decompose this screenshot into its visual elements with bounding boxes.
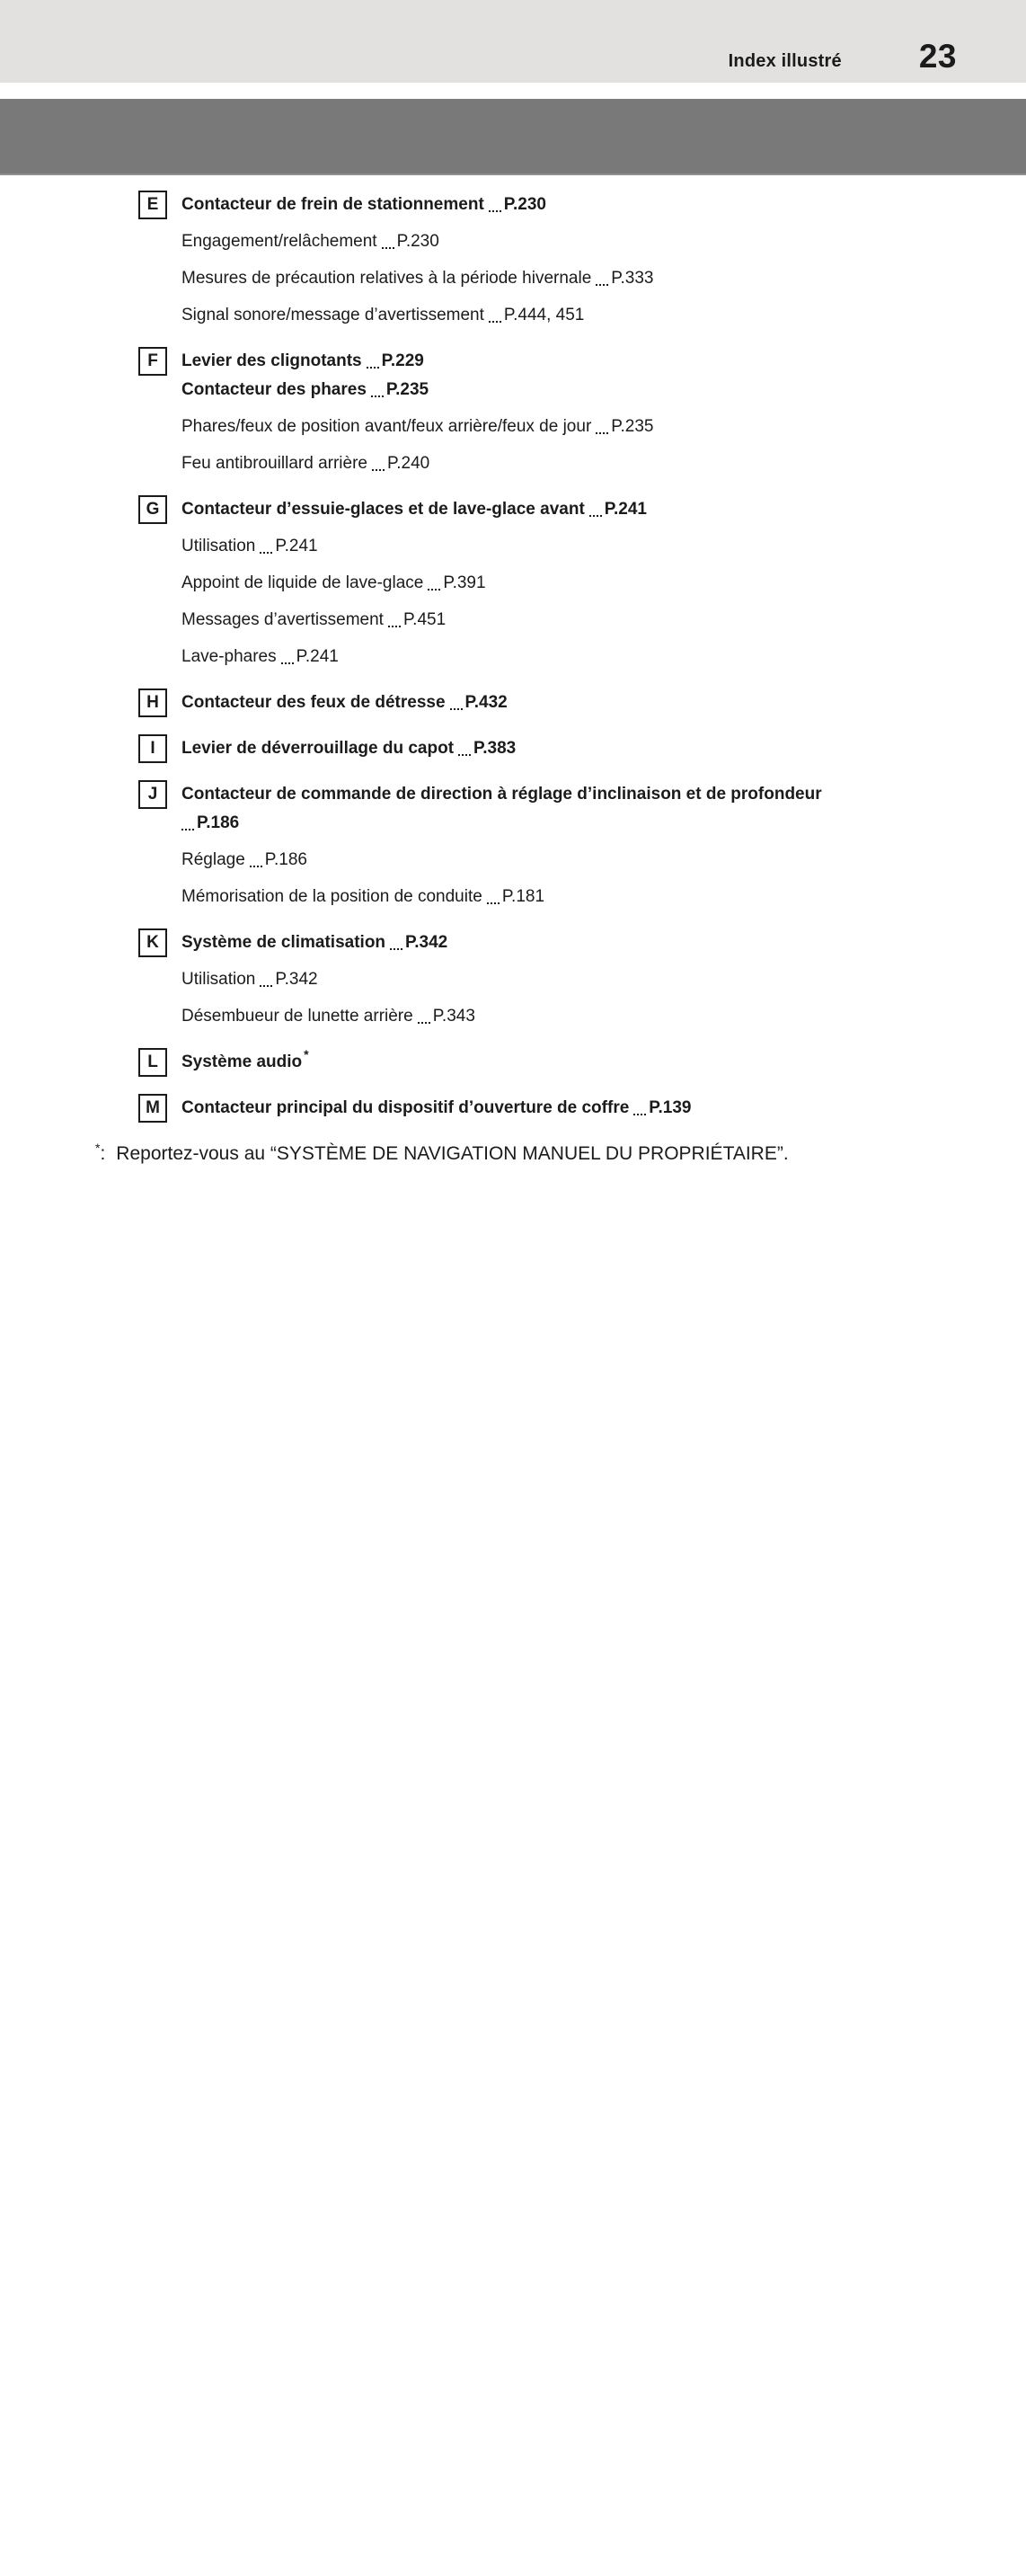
section-letter-box: F bbox=[138, 347, 167, 376]
index-entry-row bbox=[138, 878, 880, 915]
index-entry-row bbox=[138, 684, 880, 721]
index-entry-row bbox=[138, 998, 880, 1035]
dotted-leader bbox=[589, 515, 602, 517]
entry-label: Système audio bbox=[181, 1053, 303, 1071]
dotted-leader bbox=[390, 948, 402, 950]
index-entry-row bbox=[138, 601, 880, 638]
entry-label: Contacteur des feux de détresse bbox=[181, 693, 446, 712]
entry-page: P.444, 451 bbox=[503, 306, 585, 324]
entry-label: Messages d’avertissement bbox=[181, 610, 384, 629]
section-letter-box: J bbox=[138, 780, 167, 809]
entry-page: P.342 bbox=[275, 970, 318, 989]
entry-label: Phares/feux de position avant/feux arrière/feux de jour bbox=[181, 417, 592, 436]
hero-image-band bbox=[0, 99, 1026, 175]
section-letter-box: G bbox=[138, 495, 167, 524]
index-entry-row bbox=[138, 730, 880, 767]
index-entry-row bbox=[138, 223, 880, 260]
entry-page: P.186 bbox=[197, 813, 240, 832]
index-entry-row bbox=[138, 408, 880, 445]
page-header bbox=[0, 0, 1026, 83]
entry-page: P.240 bbox=[387, 454, 430, 473]
entry-page: P.230 bbox=[396, 232, 439, 251]
entry-label: Système de climatisation bbox=[181, 933, 386, 952]
index-entry-row bbox=[138, 924, 880, 961]
dotted-leader bbox=[458, 754, 471, 756]
entry-label: Contacteur d’essuie-glaces et de lave-glace avant bbox=[181, 500, 585, 519]
header-title: Index illustré bbox=[728, 51, 842, 71]
dotted-leader bbox=[489, 210, 501, 212]
dotted-leader bbox=[596, 284, 608, 286]
entry-page: P.229 bbox=[381, 351, 424, 370]
entry-page: P.333 bbox=[611, 269, 654, 288]
entry-page: P.383 bbox=[473, 739, 517, 758]
dotted-leader bbox=[596, 432, 608, 434]
dotted-leader bbox=[487, 902, 500, 904]
footnote-text: Reportez-vous au “SYSTÈME DE NAVIGATION MANUEL DU PROPRIÉTAIRE”. bbox=[116, 1143, 789, 1164]
dotted-leader bbox=[382, 247, 394, 249]
index-section bbox=[138, 186, 880, 333]
section-letter-box: K bbox=[138, 928, 167, 957]
entry-page: P.343 bbox=[432, 1007, 475, 1026]
dotted-leader bbox=[281, 662, 294, 664]
dotted-leader bbox=[367, 367, 379, 369]
index-section bbox=[138, 776, 880, 915]
entry-label: Mesures de précaution relatives à la période hivernale bbox=[181, 269, 592, 288]
header-page-number: 23 bbox=[918, 37, 957, 75]
footnote-separator: : bbox=[100, 1143, 106, 1164]
index-entry-row bbox=[138, 564, 880, 601]
index-entry-row bbox=[138, 186, 880, 223]
entry-label: Contacteur principal du dispositif d’ouverture de coffre bbox=[181, 1098, 630, 1117]
dotted-leader bbox=[371, 395, 384, 397]
dotted-leader bbox=[388, 626, 401, 627]
entry-page: P.235 bbox=[611, 417, 654, 436]
entry-label: Contacteur des phares bbox=[181, 380, 367, 399]
section-letter-box: I bbox=[138, 734, 167, 763]
entry-label: Appoint de liquide de lave-glace bbox=[181, 573, 424, 592]
index-entry-row bbox=[138, 804, 880, 841]
dotted-leader bbox=[450, 708, 463, 710]
index-entry-row bbox=[138, 260, 880, 297]
entry-label: Feu antibrouillard arrière bbox=[181, 454, 367, 473]
entry-page: P.230 bbox=[503, 195, 546, 214]
illustrated-index bbox=[138, 186, 880, 1126]
index-section bbox=[138, 1044, 880, 1080]
index-section bbox=[138, 1089, 880, 1126]
entry-page: P.139 bbox=[649, 1098, 692, 1117]
index-entry-row bbox=[138, 528, 880, 564]
entry-label: Levier des clignotants bbox=[181, 351, 362, 370]
index-entry-row bbox=[138, 961, 880, 998]
index-section bbox=[138, 684, 880, 721]
dotted-leader bbox=[418, 1022, 430, 1024]
entry-page: P.391 bbox=[443, 573, 486, 592]
index-entry-row bbox=[138, 491, 880, 528]
dotted-leader bbox=[633, 1114, 646, 1115]
entry-label: Contacteur de frein de stationnement bbox=[181, 195, 484, 214]
dotted-leader bbox=[181, 829, 194, 831]
entry-label: Engagement/relâchement bbox=[181, 232, 377, 251]
dotted-leader bbox=[260, 985, 272, 987]
entry-page: P.451 bbox=[402, 610, 447, 629]
index-entry-row bbox=[138, 445, 880, 482]
entry-page: P.241 bbox=[275, 537, 318, 555]
entry-page: P.241 bbox=[604, 500, 647, 519]
index-section bbox=[138, 491, 880, 675]
dotted-leader bbox=[260, 552, 272, 554]
index-entry-row bbox=[138, 638, 880, 675]
entry-label: Contacteur de commande de direction à réglage d’inclinaison et de profondeur bbox=[181, 785, 822, 804]
entry-page: P.181 bbox=[501, 887, 545, 906]
section-letter-box: L bbox=[138, 1048, 167, 1077]
entry-page: P.235 bbox=[385, 380, 429, 399]
entry-label: Levier de déverrouillage du capot bbox=[181, 739, 455, 758]
audio-footnote-asterisk: * bbox=[304, 1047, 309, 1061]
section-letter-box: M bbox=[138, 1094, 167, 1123]
entry-label: Mémorisation de la position de conduite bbox=[181, 887, 482, 906]
index-section bbox=[138, 924, 880, 1035]
section-letter-box: H bbox=[138, 688, 167, 717]
entry-page: P.342 bbox=[405, 933, 448, 952]
index-section bbox=[138, 730, 880, 767]
footnote-marker: * bbox=[95, 1141, 101, 1155]
index-entry-row bbox=[138, 297, 880, 333]
entry-label: Désembueur de lunette arrière bbox=[181, 1007, 413, 1026]
dotted-leader bbox=[372, 469, 385, 471]
entry-page: P.241 bbox=[296, 647, 339, 666]
dotted-leader bbox=[489, 321, 501, 323]
index-entry-row bbox=[138, 1089, 880, 1126]
index-entry-row bbox=[138, 841, 880, 878]
dotted-leader bbox=[250, 866, 262, 867]
entry-page: P.186 bbox=[264, 850, 307, 869]
entry-label: Lave-phares bbox=[181, 647, 277, 666]
entry-label: Utilisation bbox=[181, 970, 256, 989]
index-entry-row bbox=[138, 371, 880, 408]
entry-label: Utilisation bbox=[181, 537, 256, 555]
index-section bbox=[138, 342, 880, 482]
entry-label: Réglage bbox=[181, 850, 245, 869]
dotted-leader bbox=[428, 589, 440, 591]
section-letter-box: E bbox=[138, 191, 167, 219]
entry-page: P.432 bbox=[464, 693, 508, 712]
index-entry-row bbox=[138, 1044, 880, 1080]
entry-label: Signal sonore/message d’avertissement bbox=[181, 306, 484, 324]
